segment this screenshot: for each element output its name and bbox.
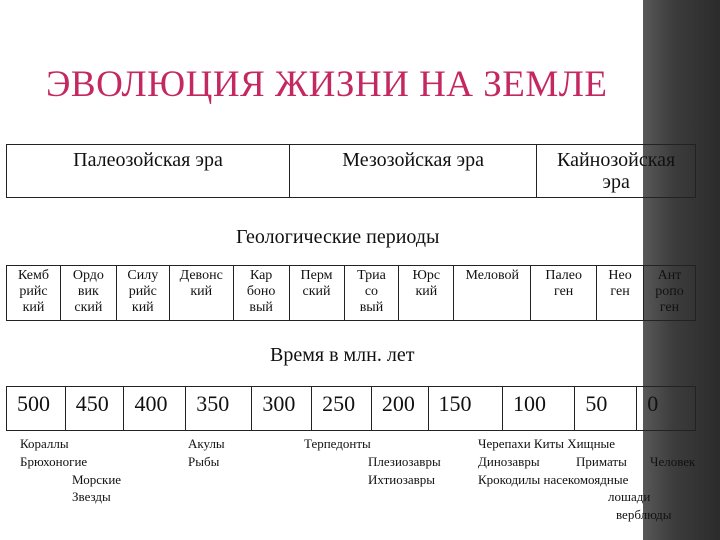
slide-title: ЭВОЛЮЦИЯ ЖИЗНИ НА ЗЕМЛЕ [46, 64, 608, 105]
time-cell: 500 [7, 387, 66, 431]
periods-label: Геологические периоды [236, 226, 440, 248]
period-cell: Триа со вый [344, 266, 399, 321]
time-cell: 250 [312, 387, 372, 431]
life-form-label: Приматы [576, 454, 627, 469]
era-cell-mesozoic: Мезозойская эра [290, 145, 537, 198]
life-form-label: Брюхоногие [20, 454, 88, 469]
time-cell: 100 [502, 387, 574, 431]
time-cell: 400 [124, 387, 186, 431]
period-cell: Перм ский [289, 266, 344, 321]
time-scale-table [6, 386, 696, 431]
period-cell: Ордо вик ский [60, 266, 116, 321]
time-cell: 50 [575, 387, 637, 431]
period-cell: Нео ген [597, 266, 644, 321]
life-form-label: Ихтиозавры [368, 472, 435, 487]
time-cell: 350 [186, 387, 252, 431]
era-table [6, 144, 696, 198]
time-cell: 0 [637, 387, 696, 431]
period-cell: Ант ропо ген [644, 266, 696, 321]
life-form-label: Плезиозавры [368, 454, 441, 469]
life-form-label: верблюды [616, 507, 672, 522]
period-cell: Палео ген [531, 266, 597, 321]
life-form-label: Морские [72, 472, 122, 487]
time-cell: 200 [371, 387, 428, 431]
time-cell: 150 [428, 387, 502, 431]
life-form-label: Черепахи Киты Хищные [478, 436, 616, 451]
era-cell-cenozoic: Кайнозойская эра [537, 145, 696, 198]
period-cell: Кар боно вый [233, 266, 289, 321]
life-form-label: Акулы [188, 436, 225, 451]
period-cell: Кемб рийс кий [7, 266, 61, 321]
life-form-label: Кораллы [20, 436, 69, 451]
life-form-label: лошади [608, 489, 651, 504]
life-form-label: Крокодилы насекомоядные [478, 472, 629, 487]
period-cell: Девонс кий [169, 266, 233, 321]
era-cell-paleozoic: Палеозойская эра [7, 145, 290, 198]
period-cell: Силу рийс кий [116, 266, 169, 321]
period-table [6, 265, 696, 321]
life-form-label: Рыбы [188, 454, 220, 469]
period-cell: Меловой [454, 266, 531, 321]
time-label: Время в млн. лет [270, 344, 415, 366]
life-form-label: Терпедонты [304, 436, 371, 451]
time-cell: 300 [252, 387, 312, 431]
life-form-label: Человек [650, 454, 696, 469]
life-form-label: Звезды [72, 489, 111, 504]
period-cell: Юрс кий [399, 266, 454, 321]
time-cell: 450 [65, 387, 124, 431]
life-form-label: Динозавры [478, 454, 540, 469]
